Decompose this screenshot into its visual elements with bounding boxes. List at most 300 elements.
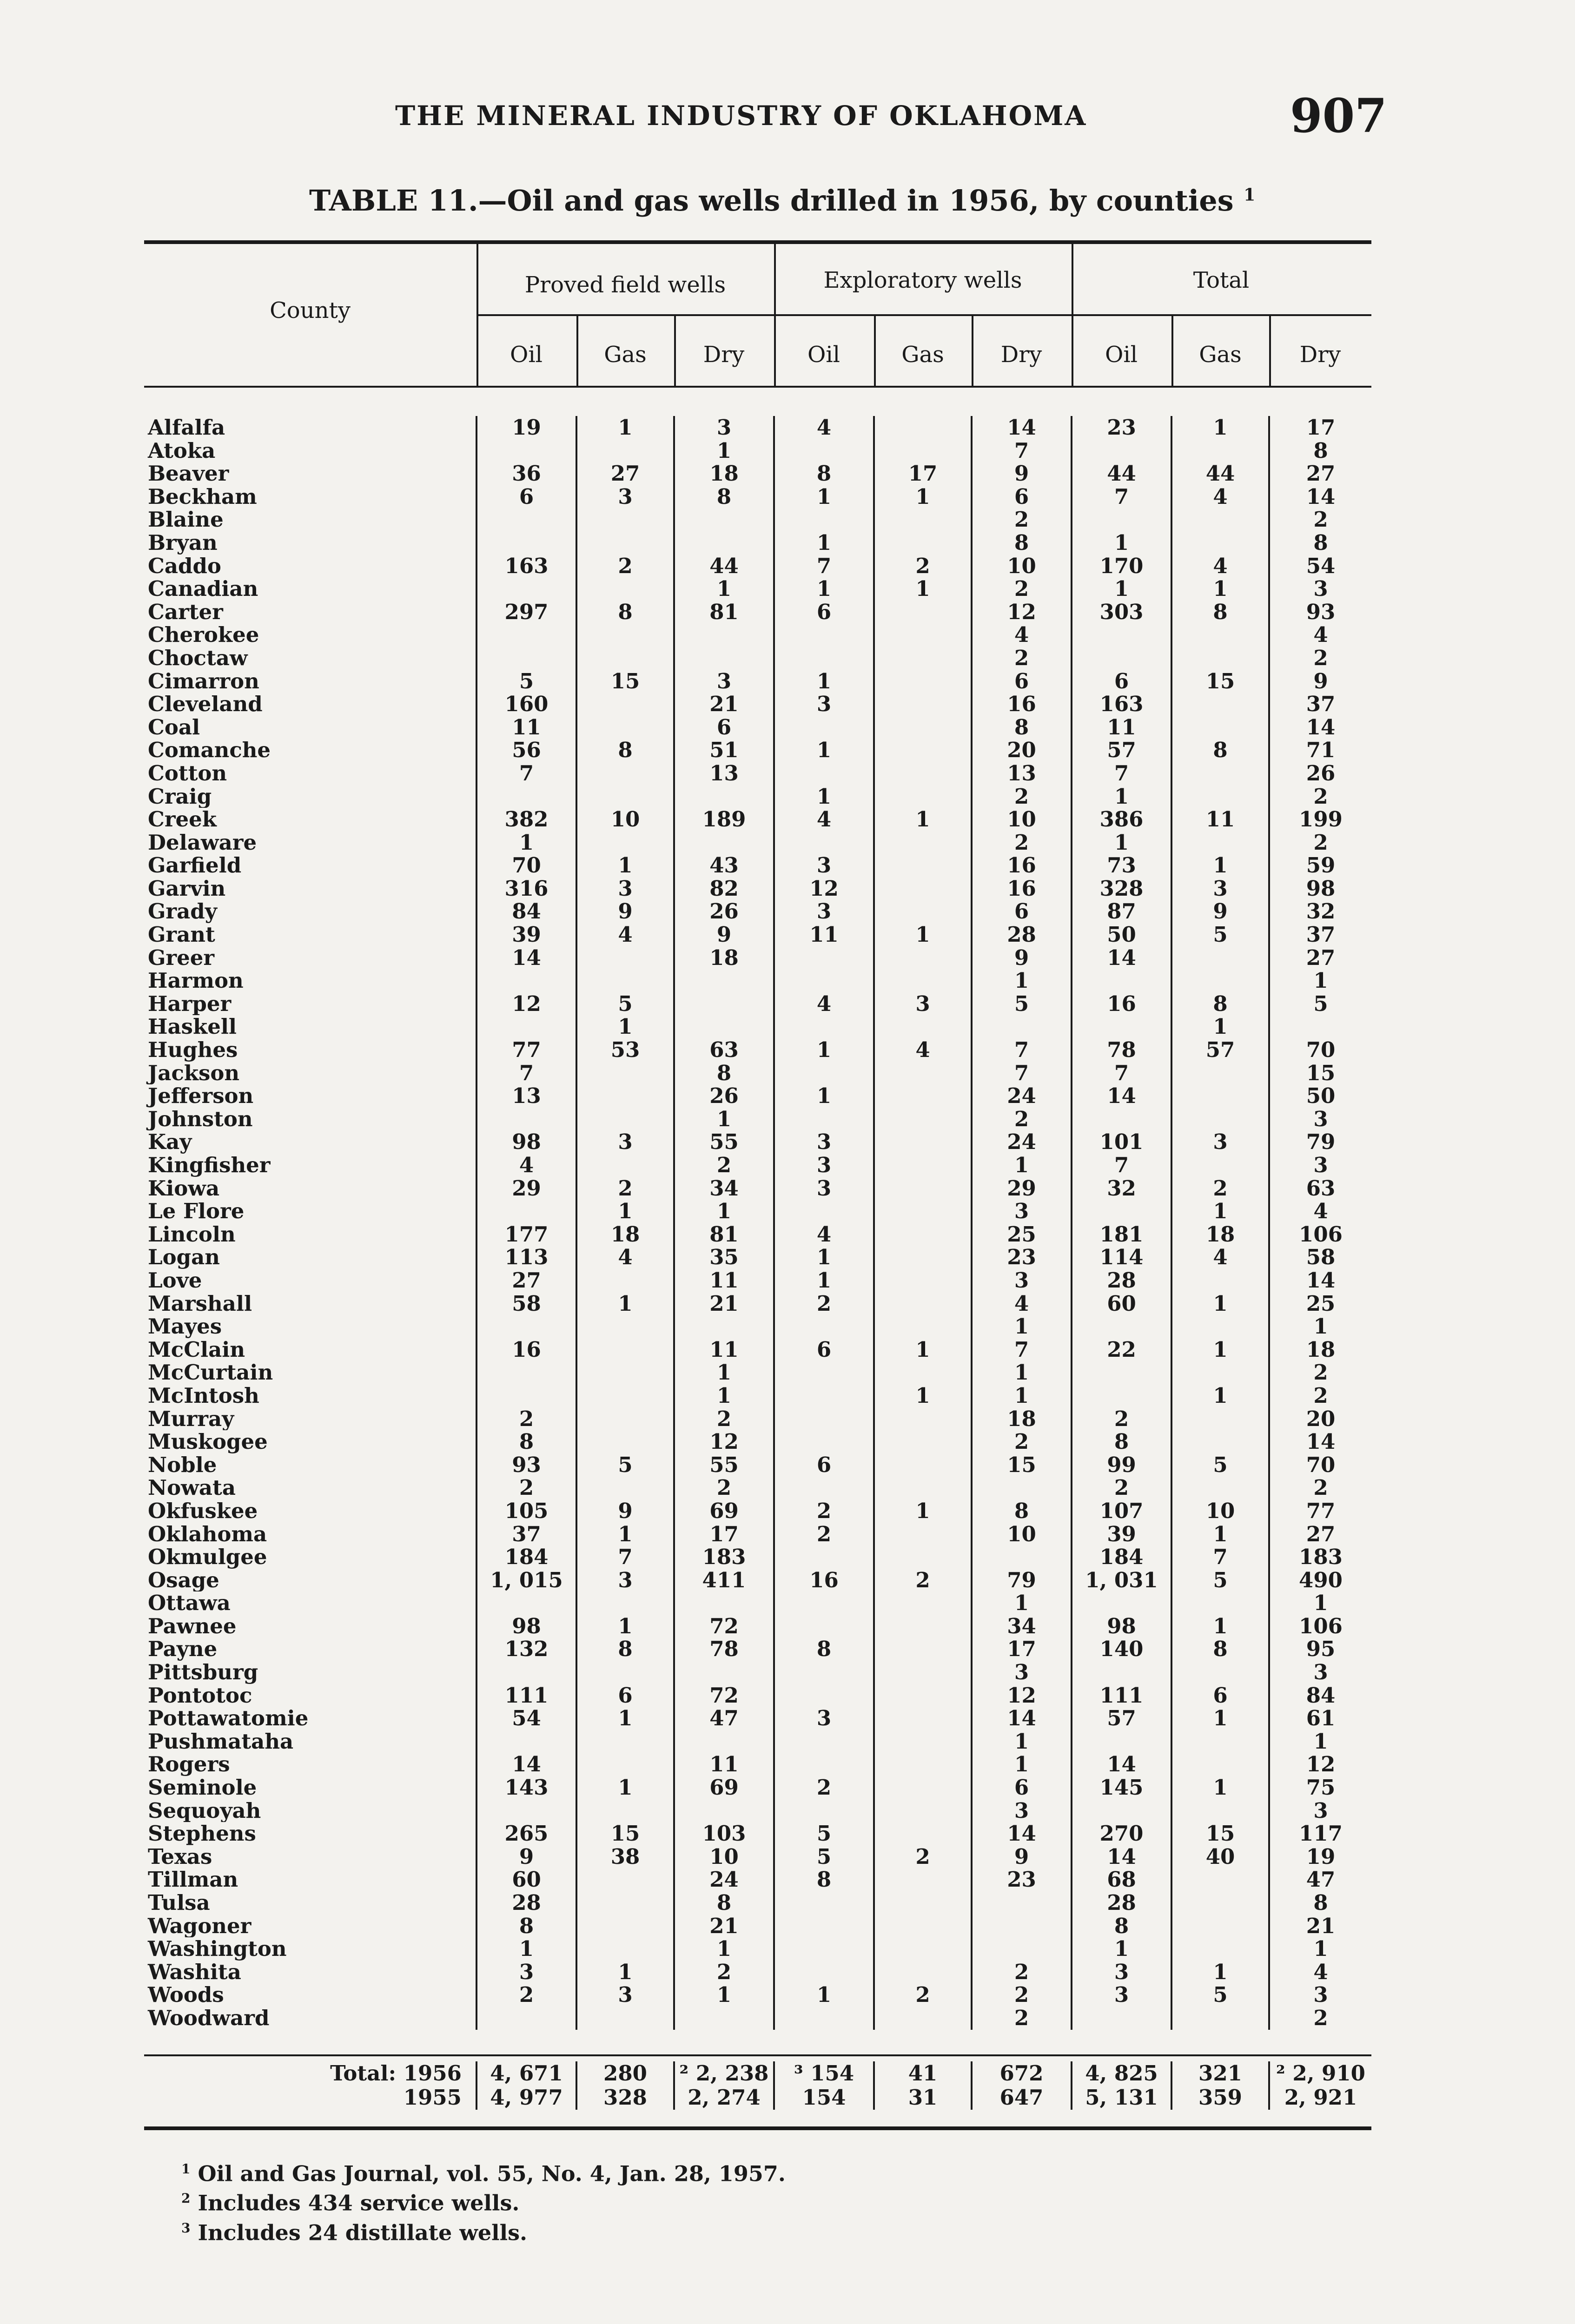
- cell-total-gas: [1171, 785, 1269, 808]
- table-row: [144, 1591, 1371, 1615]
- cell-total-oil: 111: [1072, 1684, 1171, 1707]
- table-row: [144, 555, 1371, 578]
- cell-expl-gas: [874, 623, 972, 647]
- table-row-label: Le Flore: [148, 1200, 245, 1223]
- cell-total-dry: 2: [1269, 508, 1371, 531]
- cell-proved-gas: [576, 508, 674, 531]
- cell-expl-gas: [874, 2007, 972, 2030]
- cell-expl-gas: [874, 716, 972, 739]
- cell-expl-oil: 4: [774, 992, 874, 1016]
- cell-total-gas: 8: [1171, 1637, 1269, 1661]
- cell-expl-dry: 7: [972, 1038, 1072, 1062]
- cell-proved-gas: [576, 1476, 674, 1499]
- cell-total-gas: [1171, 969, 1269, 992]
- table-row-label: Grady: [148, 900, 217, 924]
- cell-expl-gas: 17: [874, 462, 972, 485]
- cell-proved-gas: 328: [576, 2086, 674, 2110]
- cell-expl-gas: [874, 1937, 972, 1961]
- cell-expl-gas: [874, 693, 972, 716]
- cell-total-oil: 7: [1072, 485, 1171, 508]
- cell-proved-oil: 60: [476, 1868, 576, 1891]
- cell-proved-dry: 55: [674, 1130, 774, 1154]
- cell-total-gas: 1: [1171, 1523, 1269, 1546]
- cell-total-oil: 99: [1072, 1453, 1171, 1477]
- table-row-label: Canadian: [148, 577, 258, 601]
- cell-proved-oil: 316: [476, 877, 576, 900]
- cell-expl-oil: 3: [774, 1130, 874, 1154]
- cell-expl-dry: 25: [972, 1223, 1072, 1246]
- cell-total-oil: 39: [1072, 1523, 1171, 1546]
- cell-total-oil: 163: [1072, 693, 1171, 716]
- header-group-exploratory: Exploratory wells: [823, 267, 1022, 293]
- cell-total-dry: 20: [1269, 1407, 1371, 1431]
- cell-expl-dry: 2: [972, 785, 1072, 808]
- totals-table: [144, 2061, 1371, 2110]
- table-row: [144, 1453, 1371, 1477]
- cell-proved-gas: [576, 647, 674, 670]
- cell-proved-dry: 2: [674, 1154, 774, 1177]
- cell-total-gas: 1: [1171, 1338, 1269, 1361]
- cell-expl-oil: [774, 1407, 874, 1431]
- cell-proved-dry: [674, 1799, 774, 1822]
- cell-proved-dry: 11: [674, 1338, 774, 1361]
- cell-expl-oil: [774, 1315, 874, 1338]
- cell-expl-gas: [874, 739, 972, 762]
- cell-total-oil: 6: [1072, 670, 1171, 693]
- table-row-label: Okmulgee: [148, 1545, 267, 1569]
- cell-expl-gas: [874, 1476, 972, 1499]
- totals-top-rule: [144, 2054, 1371, 2056]
- cell-expl-dry: 23: [972, 1246, 1072, 1269]
- cell-total-oil: 44: [1072, 462, 1171, 485]
- table-row-label: Carter: [148, 600, 223, 624]
- cell-total-dry: 21: [1269, 1915, 1371, 1938]
- header-county: County: [270, 297, 351, 324]
- cell-total-dry: 2: [1269, 1476, 1371, 1499]
- cell-proved-dry: 51: [674, 739, 774, 762]
- cell-total-dry: 79: [1269, 1130, 1371, 1154]
- table-row: [144, 831, 1371, 854]
- table-row: [144, 1154, 1371, 1177]
- table-row: [144, 877, 1371, 900]
- cell-total-oil: 32: [1072, 1177, 1171, 1200]
- cell-expl-dry: 1: [972, 1730, 1072, 1753]
- cell-proved-gas: [576, 1154, 674, 1177]
- table-row: [144, 1983, 1371, 2007]
- cell-expl-gas: 41: [874, 2061, 972, 2086]
- cell-proved-gas: [576, 1315, 674, 1338]
- cell-expl-oil: 1: [774, 670, 874, 693]
- table-row-label: Garfield: [148, 854, 242, 877]
- cell-total-gas: 2: [1171, 1177, 1269, 1200]
- cell-expl-gas: [874, 969, 972, 992]
- cell-expl-oil: 8: [774, 1868, 874, 1891]
- table-row: [144, 1292, 1371, 1315]
- cell-proved-oil: 12: [476, 992, 576, 1016]
- cell-expl-dry: 16: [972, 877, 1072, 900]
- table-row-label: Delaware: [148, 831, 257, 854]
- cell-proved-dry: 3: [674, 416, 774, 439]
- cell-total-dry: 8: [1269, 1891, 1371, 1915]
- footnote-mark: 3: [181, 2220, 191, 2236]
- cell-total-dry: 1: [1269, 1937, 1371, 1961]
- cell-total-dry: 1: [1269, 1591, 1371, 1615]
- table-row-label: Pontotoc: [148, 1684, 252, 1707]
- cell-proved-gas: [576, 1937, 674, 1961]
- cell-total-dry: 14: [1269, 1269, 1371, 1292]
- cell-proved-dry: 17: [674, 1523, 774, 1546]
- cell-proved-gas: 1: [576, 1707, 674, 1730]
- cell-expl-oil: 7: [774, 555, 874, 578]
- table-row-label: Beaver: [148, 462, 229, 485]
- cell-total-oil: 28: [1072, 1891, 1171, 1915]
- cell-expl-oil: 6: [774, 601, 874, 624]
- cell-proved-gas: 3: [576, 485, 674, 508]
- cell-expl-gas: [874, 1545, 972, 1569]
- table-row: [144, 946, 1371, 970]
- cell-proved-dry: 10: [674, 1845, 774, 1868]
- table-row: [144, 1200, 1371, 1223]
- cell-total-dry: 8: [1269, 531, 1371, 555]
- cell-proved-gas: 8: [576, 739, 674, 762]
- table-row-label: Pushmataha: [148, 1730, 294, 1753]
- cell-total-oil: 98: [1072, 1615, 1171, 1638]
- cell-proved-dry: 3: [674, 670, 774, 693]
- footnote-2: [181, 2186, 786, 2215]
- cell-expl-gas: [874, 416, 972, 439]
- cell-total-dry: 2: [1269, 831, 1371, 854]
- cell-total-gas: [1171, 531, 1269, 555]
- table-row-label: Washington: [148, 1937, 287, 1961]
- table-row-label: Tillman: [148, 1868, 238, 1891]
- cell-proved-gas: 8: [576, 1637, 674, 1661]
- cell-total-gas: [1171, 623, 1269, 647]
- table-row: [144, 739, 1371, 762]
- cell-proved-oil: 163: [476, 555, 576, 578]
- cell-total-oil: 7: [1072, 1154, 1171, 1177]
- table-row: [144, 508, 1371, 531]
- cell-proved-dry: [674, 992, 774, 1016]
- table-row-label: Osage: [148, 1568, 219, 1592]
- table-row: [144, 693, 1371, 716]
- cell-proved-dry: 26: [674, 1084, 774, 1108]
- cell-total-dry: 4: [1269, 623, 1371, 647]
- cell-total-dry: 71: [1269, 739, 1371, 762]
- cell-proved-gas: 3: [576, 1130, 674, 1154]
- cell-expl-oil: 5: [774, 1822, 874, 1845]
- cell-expl-dry: 672: [972, 2061, 1072, 2086]
- cell-proved-gas: [576, 1799, 674, 1822]
- header-col-total-dry: Dry: [1299, 342, 1341, 368]
- cell-proved-gas: 2: [576, 1177, 674, 1200]
- table-row-label: Mayes: [148, 1315, 222, 1338]
- table-row-label: Nowata: [148, 1476, 236, 1499]
- footnote-text: Oil and Gas Journal, vol. 55, No. 4, Jan. 28, 1957.: [198, 2161, 786, 2186]
- cell-total-oil: 140: [1072, 1637, 1171, 1661]
- table-row: [144, 1246, 1371, 1269]
- table-row: [144, 1269, 1371, 1292]
- cell-total-dry: 32: [1269, 900, 1371, 923]
- cell-total-dry: 17: [1269, 416, 1371, 439]
- cell-expl-oil: [774, 762, 874, 785]
- cell-proved-dry: 8: [674, 485, 774, 508]
- cell-proved-dry: 1: [674, 1937, 774, 1961]
- cell-expl-gas: [874, 1084, 972, 1108]
- cell-total-dry: 117: [1269, 1822, 1371, 1845]
- cell-expl-dry: 9: [972, 462, 1072, 485]
- cell-total-gas: [1171, 1591, 1269, 1615]
- cell-expl-oil: [774, 2007, 874, 2030]
- table-row: [144, 1961, 1371, 1984]
- table-row: [144, 1615, 1371, 1638]
- cell-proved-oil: 16: [476, 1338, 576, 1361]
- cell-total-dry: 70: [1269, 1453, 1371, 1477]
- cell-expl-oil: [774, 1476, 874, 1499]
- table-row: [144, 762, 1371, 785]
- cell-total-oil: 14: [1072, 946, 1171, 970]
- cell-total-gas: [1171, 1269, 1269, 1292]
- cell-expl-oil: 8: [774, 462, 874, 485]
- cell-total-oil: 1: [1072, 785, 1171, 808]
- cell-total-gas: 5: [1171, 1569, 1269, 1592]
- cell-expl-dry: 6: [972, 1776, 1072, 1799]
- cell-expl-oil: 3: [774, 693, 874, 716]
- cell-expl-dry: 2: [972, 1430, 1072, 1453]
- cell-total-oil: 57: [1072, 739, 1171, 762]
- cell-proved-gas: 9: [576, 900, 674, 923]
- cell-proved-dry: 8: [674, 1062, 774, 1085]
- cell-proved-oil: 9: [476, 1845, 576, 1868]
- cell-proved-oil: 54: [476, 1707, 576, 1730]
- cell-expl-dry: 9: [972, 946, 1072, 970]
- cell-total-dry: 84: [1269, 1684, 1371, 1707]
- table-row: [144, 416, 1371, 439]
- header-col-total-gas: Gas: [1199, 342, 1242, 368]
- cell-proved-oil: 4, 671: [476, 2061, 576, 2086]
- cell-proved-oil: 2: [476, 1476, 576, 1499]
- cell-total-dry: 199: [1269, 808, 1371, 831]
- cell-expl-gas: 2: [874, 555, 972, 578]
- cell-expl-dry: [972, 1545, 1072, 1569]
- cell-proved-oil: 93: [476, 1453, 576, 1477]
- cell-total-gas: 1: [1171, 1776, 1269, 1799]
- cell-proved-dry: 13: [674, 762, 774, 785]
- cell-total-oil: [1072, 1591, 1171, 1615]
- table-row-label: McIntosh: [148, 1384, 259, 1407]
- cell-proved-oil: [476, 508, 576, 531]
- table-row-label: Muskogee: [148, 1430, 268, 1453]
- cell-total-gas: [1171, 1868, 1269, 1891]
- table-row-label: Washita: [148, 1960, 241, 1984]
- wells-table: [144, 416, 1371, 2030]
- cell-expl-gas: [874, 1407, 972, 1431]
- cell-expl-dry: 4: [972, 623, 1072, 647]
- cell-expl-gas: [874, 785, 972, 808]
- cell-proved-oil: 113: [476, 1246, 576, 1269]
- cell-total-dry: 3: [1269, 1154, 1371, 1177]
- cell-expl-dry: 7: [972, 1062, 1072, 1085]
- cell-proved-gas: [576, 1062, 674, 1085]
- cell-proved-gas: 3: [576, 1569, 674, 1592]
- table-row-label: Harper: [148, 992, 232, 1016]
- cell-proved-dry: 103: [674, 1822, 774, 1845]
- header-col-proved-gas: Gas: [604, 342, 647, 368]
- cell-proved-gas: 1: [576, 1292, 674, 1315]
- table-row: [144, 439, 1371, 462]
- cell-expl-dry: 2: [972, 1108, 1072, 1131]
- table-row: [144, 1476, 1371, 1499]
- cell-total-oil: [1072, 1799, 1171, 1822]
- table-row: [144, 1753, 1371, 1776]
- cell-expl-dry: 13: [972, 762, 1072, 785]
- cell-proved-oil: [476, 2007, 576, 2030]
- cell-proved-gas: 1: [576, 1200, 674, 1223]
- cell-proved-dry: 55: [674, 1453, 774, 1477]
- cell-proved-gas: [576, 1084, 674, 1108]
- cell-total-gas: [1171, 1937, 1269, 1961]
- header-vline-3: [1072, 244, 1073, 386]
- cell-proved-gas: 7: [576, 1545, 674, 1569]
- cell-expl-oil: 154: [774, 2086, 874, 2110]
- cell-total-dry: 5: [1269, 992, 1371, 1016]
- cell-total-gas: 1: [1171, 1200, 1269, 1223]
- cell-proved-oil: 37: [476, 1523, 576, 1546]
- cell-expl-gas: [874, 1062, 972, 1085]
- cell-total-gas: [1171, 1315, 1269, 1338]
- cell-total-dry: 19: [1269, 1845, 1371, 1868]
- cell-proved-oil: 8: [476, 1915, 576, 1938]
- cell-total-oil: 1, 031: [1072, 1569, 1171, 1592]
- cell-total-oil: 181: [1072, 1223, 1171, 1246]
- cell-proved-dry: 63: [674, 1038, 774, 1062]
- cell-proved-gas: 5: [576, 1453, 674, 1477]
- cell-total-dry: 12: [1269, 1753, 1371, 1776]
- cell-proved-dry: 34: [674, 1177, 774, 1200]
- cell-expl-dry: 6: [972, 900, 1072, 923]
- cell-expl-oil: 6: [774, 1338, 874, 1361]
- cell-proved-gas: [576, 785, 674, 808]
- cell-expl-gas: 2: [874, 1845, 972, 1868]
- cell-proved-oil: 105: [476, 1499, 576, 1523]
- cell-expl-oil: [774, 1430, 874, 1453]
- cell-expl-oil: [774, 1661, 874, 1684]
- table-row-label: Beckham: [148, 485, 257, 508]
- table-row: [144, 1845, 1371, 1868]
- cell-expl-oil: 1: [774, 1084, 874, 1108]
- cell-proved-dry: 24: [674, 1868, 774, 1891]
- cell-expl-oil: 1: [774, 531, 874, 555]
- cell-expl-gas: 2: [874, 1569, 972, 1592]
- totals-row: [144, 2086, 1371, 2110]
- cell-total-oil: 1: [1072, 831, 1171, 854]
- cell-proved-dry: 47: [674, 1707, 774, 1730]
- footnotes: [181, 2157, 786, 2245]
- cell-expl-oil: [774, 1753, 874, 1776]
- cell-proved-oil: 84: [476, 900, 576, 923]
- cell-proved-oil: 98: [476, 1130, 576, 1154]
- cell-total-oil: [1072, 1200, 1171, 1223]
- cell-proved-dry: 9: [674, 923, 774, 946]
- cell-total-gas: 1: [1171, 1707, 1269, 1730]
- cell-proved-gas: [576, 1591, 674, 1615]
- cell-proved-dry: 1: [674, 1384, 774, 1407]
- cell-proved-oil: [476, 1661, 576, 1684]
- cell-total-gas: 4: [1171, 1246, 1269, 1269]
- cell-expl-gas: [874, 1684, 972, 1707]
- cell-total-dry: 3: [1269, 577, 1371, 601]
- table-row: [144, 1223, 1371, 1246]
- cell-total-gas: 7: [1171, 1545, 1269, 1569]
- cell-total-gas: [1171, 2007, 1269, 2030]
- cell-expl-gas: [874, 1361, 972, 1384]
- cell-proved-dry: 81: [674, 601, 774, 624]
- cell-proved-oil: [476, 1015, 576, 1038]
- cell-total-oil: 16: [1072, 992, 1171, 1016]
- cell-expl-oil: 12: [774, 877, 874, 900]
- cell-total-oil: 1: [1072, 531, 1171, 555]
- cell-total-oil: 50: [1072, 923, 1171, 946]
- cell-proved-gas: [576, 1661, 674, 1684]
- table-row-label: Ottawa: [148, 1591, 231, 1615]
- cell-expl-gas: [874, 1269, 972, 1292]
- cell-total-dry: 27: [1269, 946, 1371, 970]
- cell-proved-oil: 58: [476, 1292, 576, 1315]
- table-row-label: Stephens: [148, 1822, 256, 1845]
- cell-expl-dry: 5: [972, 992, 1072, 1016]
- cell-proved-dry: 1: [674, 577, 774, 601]
- cell-total-gas: [1171, 1730, 1269, 1753]
- table-row: [144, 1545, 1371, 1569]
- cell-total-dry: 3: [1269, 1983, 1371, 2007]
- cell-proved-gas: [576, 1730, 674, 1753]
- cell-expl-dry: 3: [972, 1269, 1072, 1292]
- cell-expl-gas: [874, 762, 972, 785]
- cell-expl-oil: [774, 1545, 874, 1569]
- cell-total-oil: 8: [1072, 1915, 1171, 1938]
- cell-proved-dry: 2: [674, 1407, 774, 1431]
- cell-expl-gas: [874, 1292, 972, 1315]
- cell-proved-dry: [674, 623, 774, 647]
- header-vline-sub-3: [874, 316, 876, 386]
- cell-total-gas: 15: [1171, 670, 1269, 693]
- cell-proved-gas: [576, 531, 674, 555]
- cell-proved-oil: 19: [476, 416, 576, 439]
- cell-proved-dry: 189: [674, 808, 774, 831]
- cell-proved-dry: 69: [674, 1499, 774, 1523]
- cell-expl-gas: 1: [874, 577, 972, 601]
- table-row-label: Cotton: [148, 761, 227, 785]
- cell-total-gas: 1: [1171, 854, 1269, 877]
- cell-total-dry: 25: [1269, 1292, 1371, 1315]
- cell-expl-gas: [874, 1799, 972, 1822]
- cell-total-gas: 57: [1171, 1038, 1269, 1062]
- cell-expl-gas: 4: [874, 1038, 972, 1062]
- cell-proved-dry: [674, 785, 774, 808]
- cell-total-oil: 11: [1072, 716, 1171, 739]
- cell-expl-dry: 7: [972, 1338, 1072, 1361]
- table-row-label: Kiowa: [148, 1176, 220, 1200]
- cell-expl-gas: 1: [874, 485, 972, 508]
- cell-proved-oil: 111: [476, 1684, 576, 1707]
- cell-total-gas: 359: [1171, 2086, 1269, 2110]
- cell-total-dry: 4: [1269, 1200, 1371, 1223]
- cell-expl-dry: [972, 1476, 1072, 1499]
- cell-total-oil: 7: [1072, 1062, 1171, 1085]
- cell-total-dry: 59: [1269, 854, 1371, 877]
- cell-proved-oil: 160: [476, 693, 576, 716]
- footnote-mark: 1: [181, 2161, 191, 2177]
- cell-proved-gas: 3: [576, 877, 674, 900]
